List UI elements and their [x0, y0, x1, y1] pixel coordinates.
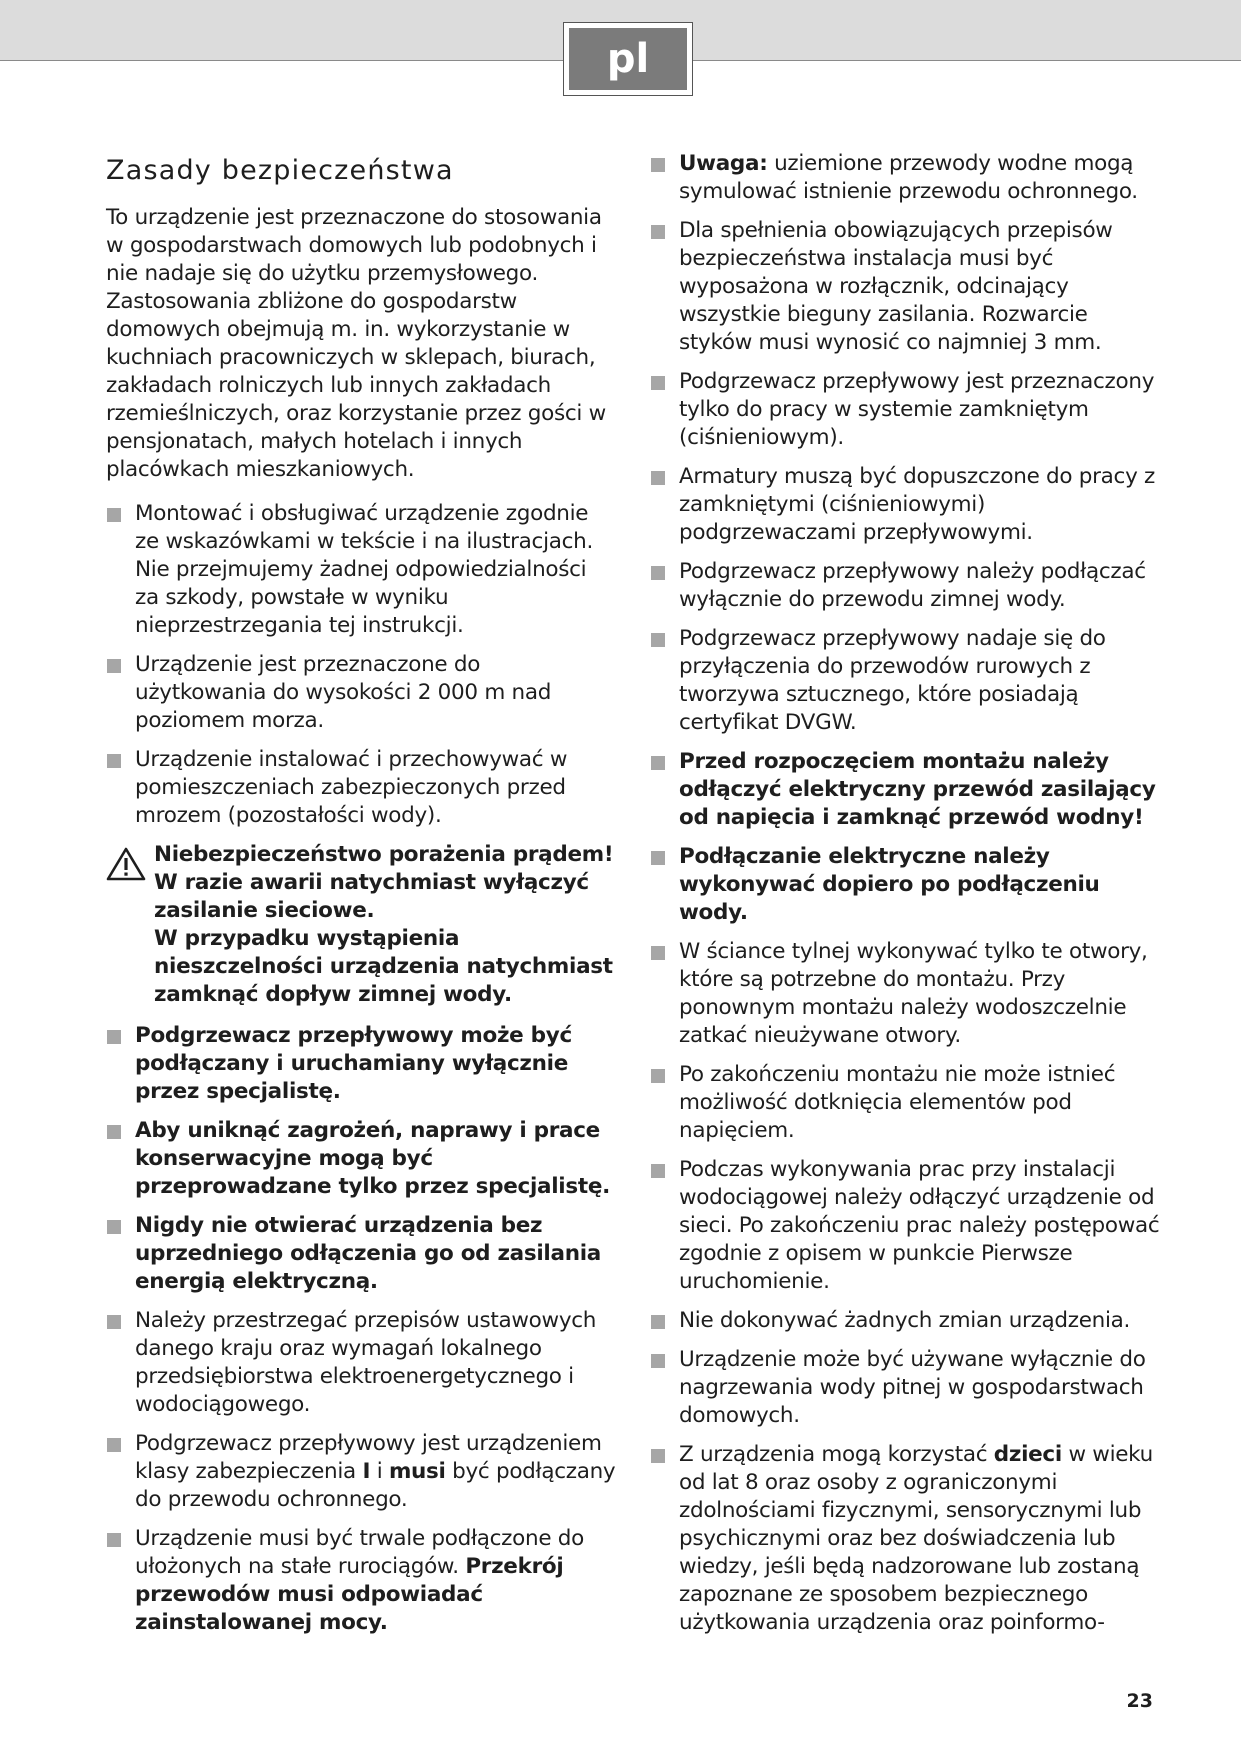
list-item: Urządzenie musi być trwale podłączone do ułożonych na stałe rurociągów. Przekrój przewodów musi odpowiadać zainstalowanej mocy. — [106, 1525, 616, 1637]
bullet-square-icon — [107, 1220, 121, 1234]
warning-triangle-icon — [106, 847, 146, 881]
bullet-square-icon — [651, 756, 665, 770]
list-item: Podgrzewacz przepływowy należy podłączać wyłącznie do przewodu zimnej wody. — [650, 558, 1160, 614]
list-item: Podłączanie elektryczne należy wykonywać dopiero po podłączeniu wody. — [650, 843, 1160, 927]
list-item: Montować i obsługiwać urządzenie zgodnie ze wskazówkami w tekście i na ilustracjach. Nie przejmujemy żadnej odpowiedzialności za szkody, powstałe w wyniku nieprzestrzegania tej instrukcji. — [106, 500, 616, 640]
warning-line: Niebezpieczeństwo porażenia prądem! — [154, 842, 614, 867]
bullet-square-icon — [651, 1164, 665, 1178]
warning-line: W przypadku wystąpienia nieszczelności urządzenia natychmiast zamknąć dopływ zimnej wody. — [154, 926, 613, 1007]
bullet-square-icon — [651, 633, 665, 647]
list-item: W ściance tylnej wykonywać tylko te otwory, które są potrzebne do montażu. Przy ponownym montażu należy wodoszczelnie zatkać nieużywane otwory. — [650, 938, 1160, 1050]
list-item: Podgrzewacz przepływowy nadaje się do przyłączenia do przewodów rurowych z tworzywa sztucznego, które posiadają certyfikat DVGW. — [650, 625, 1160, 737]
list-item: Po zakończeniu montażu nie może istnieć możliwość dotknięcia elementów pod napięciem. — [650, 1061, 1160, 1145]
list-item: Należy przestrzegać przepisów ustawowych danego kraju oraz wymagań lokalnego przedsiębiorstwa elektroenergetycznego i wodociągowego. — [106, 1307, 616, 1419]
bullet-square-icon — [651, 566, 665, 580]
bullet-square-icon — [651, 1449, 665, 1463]
electric-shock-warning — [106, 841, 616, 1009]
list-item: Podgrzewacz przepływowy może być podłączany i uruchamiany wyłącznie przez specjalistę. — [106, 1022, 616, 1106]
bullet-square-icon — [651, 471, 665, 485]
list-item: Urządzenie może być używane wyłącznie do nagrzewania wody pitnej w gospodarstwach domowych. — [650, 1346, 1160, 1430]
left-column — [106, 150, 616, 1648]
list-item: Urządzenie instalować i przechowywać w pomieszczeniach zabezpieczonych przed mrozem (pozostałości wody). — [106, 746, 616, 830]
bullet-square-icon — [107, 754, 121, 768]
list-item: Podgrzewacz przepływowy jest przeznaczony tylko do pracy w systemie zamkniętym (ciśnieniowym). — [650, 368, 1160, 452]
list-item: Urządzenie jest przeznaczone do użytkowania do wysokości 2 000 m nad poziomem morza. — [106, 651, 616, 735]
bullet-square-icon — [107, 1030, 121, 1044]
bullet-square-icon — [107, 508, 121, 522]
bullet-square-icon — [651, 851, 665, 865]
bullet-square-icon — [107, 1533, 121, 1547]
list-item: Nie dokonywać żadnych zmian urządzenia. — [650, 1307, 1160, 1335]
list-item: Podgrzewacz przepływowy jest urządzeniem klasy zabezpieczenia I i musi być podłączany do przewodu ochronnego. — [106, 1430, 616, 1514]
list-item: Podczas wykonywania prac przy instalacji wodociągowej należy odłączyć urządzenie od sieci. Po zakończeniu prac należy postępować zgodnie z opisem w punkcie Pierwsze uruchomienie. — [650, 1156, 1160, 1296]
language-tab — [563, 22, 693, 96]
section-title: Zasady bezpieczeństwa — [106, 155, 454, 186]
list-item: Aby uniknąć zagrożeń, naprawy i prace konserwacyjne mogą być przeprowadzane tylko przez specjalistę. — [106, 1117, 616, 1201]
intro-paragraph: To urządzenie jest przeznaczone do stosowania w gospodarstwach domowych lub podobnych i nie nadaje się do użytku przemysłowego. Zastosowania zbliżone do gospodarstw domowych obejmują m. in. wykorzystanie w kuchniach pracowniczych w sklepach, biurach, zakładach rolniczych lub innych zakładach rzemieślniczych, oraz korzystanie przez gości w pensjonatach, małych hotelach i innych placówkach mieszkaniowych. — [106, 205, 606, 482]
language-label: pl — [569, 28, 687, 90]
bullet-square-icon — [107, 1438, 121, 1452]
warning-line: W razie awarii natychmiast wyłączyć zasilanie sieciowe. — [154, 870, 589, 923]
bullet-square-icon — [651, 376, 665, 390]
list-item: Dla spełnienia obowiązujących przepisów bezpieczeństwa instalacja musi być wyposażona w rozłącznik, odcinający wszystkie bieguny zasilania. Rozwarcie styków musi wynosić co najmniej 3 mm. — [650, 217, 1160, 357]
bullet-square-icon — [651, 1354, 665, 1368]
list-item: Z urządzenia mogą korzystać dzieci w wieku od lat 8 oraz osoby z ograniczonymi zdolnościami fizycznymi, sensorycznymi lub psychicznymi oraz bez doświadczenia lub wiedzy, jeśli będą nadzorowane lub zostaną zapoznane ze sposobem bezpiecznego użytkowania urządzenia oraz poinformo- — [650, 1441, 1160, 1637]
bullet-square-icon — [107, 1315, 121, 1329]
list-item: Nigdy nie otwierać urządzenia bez uprzedniego odłączenia go od zasilania energią elektryczną. — [106, 1212, 616, 1296]
bullet-square-icon — [651, 1315, 665, 1329]
bullet-square-icon — [107, 1125, 121, 1139]
right-column — [650, 150, 1160, 1648]
bullet-square-icon — [651, 1069, 665, 1083]
bullet-square-icon — [651, 946, 665, 960]
bullet-square-icon — [651, 225, 665, 239]
bullet-square-icon — [107, 659, 121, 673]
page-number: 23 — [1126, 1690, 1153, 1712]
bullet-square-icon — [651, 158, 665, 172]
list-item: Uwaga: uziemione przewody wodne mogą symulować istnienie przewodu ochronnego. — [650, 150, 1160, 206]
list-item: Przed rozpoczęciem montażu należy odłączyć elektryczny przewód zasilający od napięcia i zamknąć przewód wodny! — [650, 748, 1160, 832]
list-item: Armatury muszą być dopuszczone do pracy z zamkniętymi (ciśnieniowymi) podgrzewaczami przepływowymi. — [650, 463, 1160, 547]
